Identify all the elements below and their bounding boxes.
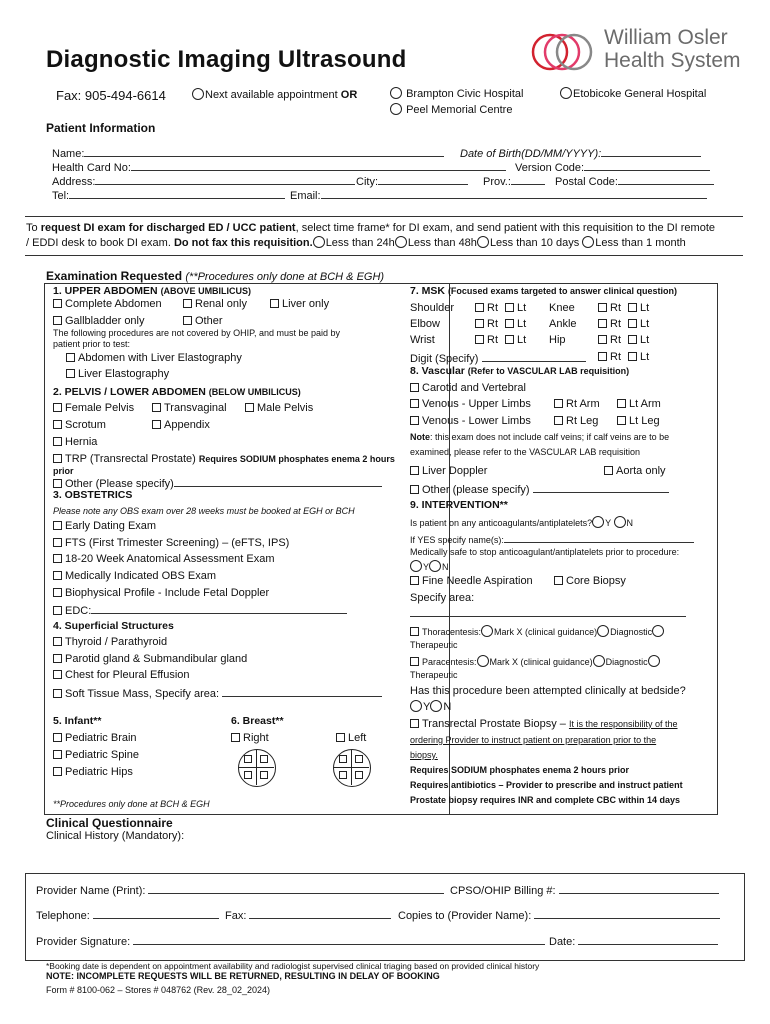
scrotum-option[interactable]: Scrotum bbox=[53, 419, 106, 431]
copies-to-field[interactable]: Copies to (Provider Name): bbox=[398, 908, 720, 922]
elbow-rt-option[interactable]: Rt bbox=[475, 318, 498, 330]
section-upper-abdomen: 1. UPPER ABDOMEN (ABOVE UMBILICUS) bbox=[53, 285, 252, 297]
provider-name-field[interactable]: Provider Name (Print): bbox=[36, 883, 444, 897]
specify-area-line[interactable] bbox=[410, 606, 686, 617]
specify-area-label: Specify area: bbox=[410, 592, 475, 604]
chest-option[interactable]: Chest for Pleural Effusion bbox=[53, 669, 190, 681]
time-10days-radio[interactable] bbox=[477, 236, 489, 248]
postal-code-field[interactable]: Postal Code: bbox=[555, 174, 714, 188]
liver-only-option[interactable]: Liver only bbox=[270, 298, 329, 310]
responsibility-line2: ordering Provider to instruct patient on preparation prior to the bbox=[410, 735, 657, 745]
appendix-option[interactable]: Appendix bbox=[152, 419, 210, 431]
hip-rt-option[interactable]: Rt bbox=[598, 334, 621, 346]
male-pelvis-option[interactable]: Male Pelvis bbox=[245, 402, 313, 414]
venous-lower-option[interactable]: Venous - Lower Limbs bbox=[410, 415, 531, 427]
version-code-field[interactable]: Version Code: bbox=[515, 160, 710, 174]
date-field[interactable]: Date: bbox=[549, 934, 718, 948]
anticoag-no-radio[interactable] bbox=[614, 516, 626, 528]
form-number: Form # 8100-062 – Stores # 048762 (Rev. 28_02_2024) bbox=[46, 985, 270, 995]
renal-only-option[interactable]: Renal only bbox=[183, 298, 247, 310]
fax-number: Fax: 905-494-6614 bbox=[56, 88, 166, 103]
notice-line2: / EDDI desk to book DI exam. Do not fax this requisition. Less than 24h Less than 48h Less than 10 days Less than 1 month bbox=[26, 237, 686, 249]
rt-leg-option[interactable]: Rt Leg bbox=[554, 415, 598, 427]
logo-line1: William Osler bbox=[604, 26, 728, 49]
right-breast-quadrant-ll[interactable] bbox=[244, 771, 252, 779]
notice-line1: To request DI exam for discharged ED / UCC patient, select time frame* for DI exam, and send patient with this requisition to the DI remote bbox=[26, 222, 715, 234]
clinical-heading: Clinical Questionnaire bbox=[46, 816, 173, 830]
fts-option[interactable]: FTS (First Trimester Screening) – (eFTS, IPS) bbox=[53, 537, 289, 549]
breast-left-option[interactable]: Left bbox=[336, 732, 366, 744]
right-breast-diagram bbox=[238, 749, 276, 787]
anticoag-names-field[interactable]: If YES specify name(s): bbox=[410, 532, 694, 545]
dob-field[interactable]: Date of Birth(DD/MM/YYYY): bbox=[460, 146, 701, 160]
bch-egh-footnote: **Procedures only done at BCH & EGH bbox=[53, 799, 210, 809]
digit-rt-option[interactable]: Rt bbox=[598, 351, 621, 363]
core-biopsy-option[interactable]: Core Biopsy bbox=[554, 575, 626, 587]
upper-abdomen-other-option[interactable]: Other bbox=[183, 315, 223, 327]
left-breast-quadrant-ur[interactable] bbox=[355, 755, 363, 763]
shoulder-label: Shoulder bbox=[410, 302, 455, 314]
provider-fax-field[interactable]: Fax: bbox=[225, 908, 391, 922]
page-title: Diagnostic Imaging Ultrasound bbox=[46, 46, 407, 73]
anatomical-option[interactable]: 18-20 Week Anatomical Assessment Exam bbox=[53, 553, 275, 565]
vascular-note-line1: Note: this exam does not include calf veins; if calf veins are to be bbox=[410, 432, 670, 442]
time-1month-radio[interactable] bbox=[582, 236, 594, 248]
site-peel-option[interactable]: Peel Memorial Centre bbox=[390, 103, 512, 116]
lt-arm-option[interactable]: Lt Arm bbox=[617, 398, 661, 410]
attempted-yes-radio[interactable] bbox=[410, 700, 422, 712]
thoracentesis-option[interactable]: Thoracentesis: Mark X (clinical guidance) Diagnostic bbox=[410, 625, 665, 637]
paracentesis-option[interactable]: Paracentesis: Mark X (clinical guidance) Diagnostic bbox=[410, 655, 661, 667]
name-field[interactable]: Name: bbox=[52, 146, 444, 160]
right-breast-quadrant-lr[interactable] bbox=[260, 771, 268, 779]
left-breast-quadrant-lr[interactable] bbox=[355, 771, 363, 779]
edc-field[interactable]: EDC: bbox=[53, 603, 347, 617]
anticoag-yes-radio[interactable] bbox=[592, 516, 604, 528]
site-etobicoke-radio[interactable] bbox=[560, 87, 572, 99]
pediatric-hips-option[interactable]: Pediatric Hips bbox=[53, 766, 133, 778]
liver-elastography-option[interactable]: Liver Elastography bbox=[66, 368, 169, 380]
section-breast: 6. Breast** bbox=[231, 715, 284, 727]
left-breast-quadrant-ul[interactable] bbox=[339, 755, 347, 763]
obs-note: Please note any OBS exam over 28 weeks must be booked at EGH or BCH bbox=[53, 506, 355, 516]
section-vascular: 8. Vascular (Refer to VASCULAR LAB requisition) bbox=[410, 365, 630, 377]
right-breast-quadrant-ur[interactable] bbox=[260, 755, 268, 763]
pelvis-other-option[interactable]: Other (Please specify) bbox=[53, 476, 382, 490]
biophysical-option[interactable]: Biophysical Profile - Include Fetal Doppler bbox=[53, 587, 269, 599]
ohip-note-line2: patient prior to test: bbox=[53, 339, 131, 349]
next-appointment-option[interactable]: Next available appointment OR bbox=[192, 88, 357, 101]
shoulder-lt-option[interactable]: Lt bbox=[505, 302, 526, 314]
requires-inr-cbc: Prostate biopsy requires INR and complete CBC within 14 days bbox=[410, 795, 681, 805]
rt-arm-option[interactable]: Rt Arm bbox=[554, 398, 600, 410]
requires-antibiotics: Requires antibiotics – Provider to prescribe and instruct patient bbox=[410, 780, 683, 790]
elbow-label: Elbow bbox=[410, 318, 440, 330]
female-pelvis-option[interactable]: Female Pelvis bbox=[53, 402, 134, 414]
logo-line2: Health System bbox=[604, 49, 741, 72]
next-appointment-radio[interactable] bbox=[192, 88, 204, 100]
pediatric-spine-option[interactable]: Pediatric Spine bbox=[53, 749, 139, 761]
ohip-note-line1: The following procedures are not covered by OHIP, and must be paid by bbox=[53, 328, 340, 338]
section-pelvis: 2. PELVIS / LOWER ABDOMEN (BELOW UMBILICUS) bbox=[53, 386, 301, 398]
transrectal-biopsy-option[interactable]: Transrectal Prostate Biopsy – It is the responsibility of the bbox=[410, 718, 678, 730]
right-breast-quadrant-ul[interactable] bbox=[244, 755, 252, 763]
pediatric-brain-option[interactable]: Pediatric Brain bbox=[53, 732, 137, 744]
site-brampton-option[interactable]: Brampton Civic Hospital bbox=[390, 87, 523, 100]
site-brampton-radio[interactable] bbox=[390, 87, 402, 99]
site-peel-radio[interactable] bbox=[390, 103, 402, 115]
medically-safe-question: Medically safe to stop anticoagulant/antiplatelets prior to procedure: bbox=[410, 547, 680, 557]
attempted-options: Y N bbox=[410, 700, 451, 713]
fna-option[interactable]: Fine Needle Aspiration bbox=[410, 575, 533, 587]
digit-field[interactable]: Digit (Specify) bbox=[410, 351, 586, 365]
city-field[interactable]: City: bbox=[356, 174, 468, 188]
telephone-field[interactable]: Telephone: bbox=[36, 908, 219, 922]
trp-note-prior: prior bbox=[53, 466, 74, 476]
section-infant: 5. Infant** bbox=[53, 715, 102, 727]
abdomen-liver-elastography-option[interactable]: Abdomen with Liver Elastography bbox=[66, 352, 242, 364]
clinical-history-label: Clinical History (Mandatory): bbox=[46, 830, 185, 842]
hip-label: Hip bbox=[549, 334, 566, 346]
gallbladder-only-option[interactable]: Gallbladder only bbox=[53, 315, 145, 327]
aorta-only-option[interactable]: Aorta only bbox=[604, 465, 666, 477]
lt-leg-option[interactable]: Lt Leg bbox=[617, 415, 660, 427]
ankle-label: Ankle bbox=[549, 318, 577, 330]
address-field[interactable]: Address: bbox=[52, 174, 355, 188]
vascular-note-line2: examined, please refer to the VASCULAR LAB requisition bbox=[410, 447, 640, 457]
shoulder-rt-option[interactable]: Rt bbox=[475, 302, 498, 314]
hernia-option[interactable]: Hernia bbox=[53, 436, 97, 448]
signature-field[interactable]: Provider Signature: bbox=[36, 934, 545, 948]
wrist-rt-option[interactable]: Rt bbox=[475, 334, 498, 346]
soft-tissue-option[interactable]: Soft Tissue Mass, Specify area: bbox=[53, 686, 382, 700]
time-48h-radio[interactable] bbox=[395, 236, 407, 248]
safe-yes-radio[interactable] bbox=[410, 560, 422, 572]
liver-doppler-option[interactable]: Liver Doppler bbox=[410, 465, 487, 477]
tel-field[interactable]: Tel: bbox=[52, 188, 285, 202]
attempted-no-radio[interactable] bbox=[430, 700, 442, 712]
knee-label: Knee bbox=[549, 302, 575, 314]
section-msk: 7. MSK (Focused exams targeted to answer clinical question) bbox=[410, 285, 677, 297]
province-field[interactable]: Prov.: bbox=[483, 174, 545, 188]
exam-heading: Examination Requested (**Procedures only done at BCH & EGH) bbox=[46, 269, 385, 283]
attempted-question: Has this procedure been attempted clinically at bedside? bbox=[410, 685, 686, 697]
time-24h-radio[interactable] bbox=[313, 236, 325, 248]
parotid-option[interactable]: Parotid gland & Submandibular gland bbox=[53, 653, 247, 665]
site-etobicoke-option[interactable]: Etobicoke General Hospital bbox=[560, 87, 706, 100]
early-dating-option[interactable]: Early Dating Exam bbox=[53, 520, 156, 532]
knee-rt-option[interactable]: Rt bbox=[598, 302, 621, 314]
ankle-lt-option[interactable]: Lt bbox=[628, 318, 649, 330]
booking-note: *Booking date is dependent on appointment availability and radiologist supervised clinical triaging based on provided clinical history bbox=[46, 961, 540, 971]
anticoagulant-question: Is patient on any anticoagulants/antiplatelets? Y N bbox=[410, 518, 633, 528]
vascular-other-option[interactable]: Other (please specify) bbox=[410, 482, 669, 496]
section-intervention: 9. INTERVENTION** bbox=[410, 499, 508, 511]
logo-rings-icon bbox=[528, 24, 600, 80]
digit-lt-option[interactable]: Lt bbox=[628, 351, 649, 363]
wrist-lt-option[interactable]: Lt bbox=[505, 334, 526, 346]
left-breast-diagram bbox=[333, 749, 371, 787]
incomplete-note: NOTE: INCOMPLETE REQUESTS WILL BE RETURNED, RESULTING IN DELAY OF BOOKING bbox=[46, 971, 440, 981]
breast-right-option[interactable]: Right bbox=[231, 732, 269, 744]
cpso-field[interactable]: CPSO/OHIP Billing #: bbox=[450, 883, 719, 897]
medically-indicated-obs-option[interactable]: Medically Indicated OBS Exam bbox=[53, 570, 216, 582]
thyroid-option[interactable]: Thyroid / Parathyroid bbox=[53, 636, 167, 648]
hip-lt-option[interactable]: Lt bbox=[628, 334, 649, 346]
elbow-lt-option[interactable]: Lt bbox=[505, 318, 526, 330]
thoracentesis-therapeutic: Therapeutic bbox=[410, 640, 458, 650]
paracentesis-therapeutic: Therapeutic bbox=[410, 670, 458, 680]
transvaginal-option[interactable]: Transvaginal bbox=[152, 402, 227, 414]
section-superficial: 4. Superficial Structures bbox=[53, 620, 174, 632]
medically-safe-options: Y N bbox=[410, 560, 449, 572]
section-obstetrics: 3. OBSTETRICS bbox=[53, 489, 133, 501]
carotid-option[interactable]: Carotid and Vertebral bbox=[410, 382, 526, 394]
health-card-field[interactable]: Health Card No: bbox=[52, 160, 506, 174]
requires-enema: Requires SODIUM phosphates enema 2 hours prior bbox=[410, 765, 630, 775]
knee-lt-option[interactable]: Lt bbox=[628, 302, 649, 314]
email-field[interactable]: Email: bbox=[290, 188, 707, 202]
organization-logo bbox=[528, 24, 743, 80]
responsibility-line3: biopsy. bbox=[410, 750, 438, 760]
venous-upper-option[interactable]: Venous - Upper Limbs bbox=[410, 398, 531, 410]
wrist-label: Wrist bbox=[410, 334, 435, 346]
trp-option[interactable]: TRP (Transrectal Prostate) Requires SODIUM phosphates enema 2 hours bbox=[53, 453, 395, 465]
patient-info-heading: Patient Information bbox=[46, 121, 156, 135]
safe-no-radio[interactable] bbox=[429, 560, 441, 572]
left-breast-quadrant-ll[interactable] bbox=[339, 771, 347, 779]
complete-abdomen-option[interactable]: Complete Abdomen bbox=[53, 298, 162, 310]
ankle-rt-option[interactable]: Rt bbox=[598, 318, 621, 330]
